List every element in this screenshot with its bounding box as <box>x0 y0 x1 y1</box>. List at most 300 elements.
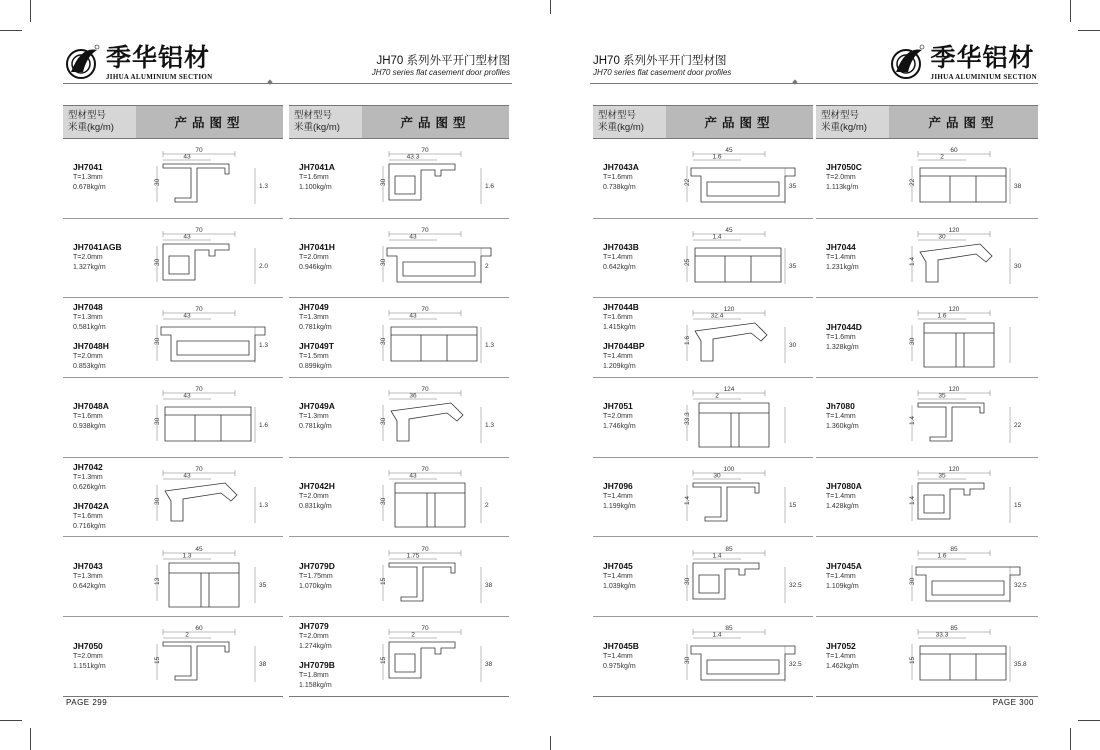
profile-outline <box>920 244 992 282</box>
dimension-label: 35 <box>259 581 267 589</box>
profile-outline <box>695 248 781 282</box>
profile-spec: 0.626kg/m <box>73 483 106 491</box>
dimension-label: 45 <box>195 545 203 553</box>
header-diagram-label: 产品图型 <box>136 106 283 138</box>
profile-spec: T=1.6mm <box>603 314 633 322</box>
profile-drawing <box>685 381 809 453</box>
profile-code: JH7045B <box>603 640 639 651</box>
profile-drawing <box>381 620 505 692</box>
profile-info <box>299 537 384 617</box>
profile-code: Jh7080 <box>826 401 855 412</box>
series-title <box>593 52 731 77</box>
profile-drawing <box>910 620 1034 692</box>
profile-spec: T=2.0mm <box>603 413 633 421</box>
profile-info <box>826 218 911 298</box>
dimension-label: 1.4 <box>712 233 722 241</box>
profile-row <box>63 377 283 458</box>
profile-code: JH7048 <box>73 302 103 313</box>
brand-wheel-icon <box>63 42 103 82</box>
dimension-label: 43 <box>183 392 191 400</box>
profile-row <box>63 616 283 696</box>
profile-row <box>63 537 283 618</box>
dimension-label: 1.3 <box>259 501 269 509</box>
dimension-label: 120 <box>948 306 960 314</box>
profile-spec: T=1.3mm <box>73 174 103 182</box>
profile-outline <box>918 403 984 441</box>
dimension-label: 30 <box>154 178 161 186</box>
profile-spec: T=1.4mm <box>826 652 856 660</box>
dimension-label: 1.3 <box>485 422 495 430</box>
dimension-label: 43 <box>409 233 417 241</box>
profile-drawing <box>155 381 279 453</box>
dimension-label: 124 <box>723 386 735 394</box>
profile-info <box>603 218 688 298</box>
dimension-label: 30 <box>938 233 946 241</box>
profile-spec: T=1.4mm <box>603 493 633 501</box>
dimension-label: 38 <box>1014 183 1022 190</box>
profile-spec: 0.899kg/m <box>299 363 332 371</box>
profile-row <box>289 218 509 299</box>
profile-row <box>816 616 1038 696</box>
profile-code: JH7044 <box>826 242 856 253</box>
dimension-label: 30 <box>909 338 916 346</box>
dimension-label: 45 <box>725 147 733 154</box>
profile-spec: T=2.0mm <box>299 633 329 641</box>
profile-column <box>289 105 509 697</box>
dimension-label: 36 <box>409 392 417 400</box>
profile-row <box>593 297 813 378</box>
profile-info <box>73 616 158 696</box>
profile-spec: T=1.3mm <box>73 473 103 481</box>
header-diagram-label: 产品图型 <box>362 106 509 138</box>
profile-info <box>826 377 911 457</box>
profile-outline <box>920 646 1006 680</box>
profile-info <box>826 138 911 218</box>
profile-outline <box>165 483 237 521</box>
profile-outline <box>695 323 767 361</box>
series-title-cn: JH70 系列外平开门型材图 <box>376 55 510 67</box>
profile-code: JH7049T <box>299 341 334 352</box>
profile-spec: T=1.4mm <box>603 572 633 580</box>
profile-info <box>73 537 158 617</box>
profile-spec: 0.853kg/m <box>73 363 106 371</box>
profile-spec: 0.678kg/m <box>73 184 106 192</box>
profile-spec: 0.716kg/m <box>73 522 106 530</box>
profile-info <box>299 297 384 377</box>
profile-row <box>593 537 813 618</box>
dimension-label: 30 <box>380 497 387 505</box>
dimension-label: 33.3 <box>935 631 949 639</box>
profile-drawing <box>155 461 279 533</box>
profile-outline <box>165 407 251 441</box>
profile-code: JH7043A <box>603 162 639 173</box>
dimension-label: 1.6 <box>259 422 269 430</box>
dimension-label: 1.6 <box>937 552 947 559</box>
profile-column <box>816 105 1038 697</box>
profile-drawing <box>381 301 505 373</box>
profile-info <box>603 297 688 377</box>
dimension-label: 60 <box>195 625 203 633</box>
header-model-label: 型材型号 <box>294 110 333 121</box>
profile-spec: 0.642kg/m <box>73 582 106 590</box>
profile-code: JH7079B <box>299 660 335 671</box>
header-rule <box>590 83 1038 84</box>
profile-code: JH7045 <box>603 560 633 571</box>
profile-spec: T=1.4mm <box>826 254 856 262</box>
dimension-label: 43 <box>183 153 191 161</box>
dimension-label: 30 <box>154 417 161 426</box>
dimension-label: 1.4 <box>684 495 691 505</box>
profile-outline <box>691 646 795 680</box>
profile-info <box>299 218 384 298</box>
profile-info <box>73 138 158 218</box>
profile-code: JH7079D <box>299 560 335 571</box>
profile-spec: 1.070kg/m <box>299 582 332 590</box>
profile-outline <box>163 244 229 280</box>
profile-spec: T=1.6mm <box>73 512 103 520</box>
dimension-label: 30 <box>909 577 916 585</box>
profile-info <box>603 457 688 537</box>
profile-spec: T=1.3mm <box>73 314 103 322</box>
header-weight-label: 米重(kg/m) <box>821 122 867 133</box>
profile-spec: 1.328kg/m <box>826 343 859 351</box>
profile-info <box>73 377 158 457</box>
series-title-cn: JH70 系列外平开门型材图 <box>593 55 727 67</box>
dimension-label: 13 <box>154 577 161 585</box>
table-header <box>816 106 1038 139</box>
dimension-label: 25 <box>684 258 691 266</box>
profile-row <box>593 138 813 219</box>
profile-row <box>816 297 1038 378</box>
profile-outline <box>395 483 465 527</box>
profile-code: JH7096 <box>603 481 633 492</box>
profile-row <box>289 377 509 458</box>
page-number: PAGE 300 <box>992 698 1034 707</box>
header-rule <box>63 83 512 84</box>
profile-drawing <box>381 222 505 294</box>
dimension-label: 120 <box>948 226 960 234</box>
profile-spec: 1.462kg/m <box>826 662 859 670</box>
profile-info <box>603 377 688 457</box>
profile-row <box>593 616 813 696</box>
profile-info <box>603 537 688 617</box>
table-header <box>289 106 509 139</box>
profile-spec: 0.642kg/m <box>603 264 636 272</box>
profile-spec: 1.209kg/m <box>603 363 636 371</box>
profile-spec: T=2.0mm <box>73 652 103 660</box>
profile-spec: T=2.0mm <box>299 493 329 501</box>
profile-info <box>299 457 384 537</box>
profile-drawing <box>155 541 279 613</box>
profile-spec: T=2.0mm <box>299 254 329 262</box>
profile-info <box>299 138 384 218</box>
profile-row <box>593 377 813 458</box>
profile-spec: T=1.6mm <box>299 174 329 182</box>
profile-spec: 0.946kg/m <box>299 264 332 272</box>
dimension-label: 30 <box>789 342 797 350</box>
dimension-label: 43.3 <box>406 153 420 161</box>
profile-code: JH7041 <box>73 162 103 173</box>
dimension-label: 70 <box>195 147 203 154</box>
header-model-label: 型材型号 <box>598 110 637 121</box>
profile-info <box>826 616 911 696</box>
profile-spec: 1.100kg/m <box>299 184 332 192</box>
profile-info <box>826 297 911 377</box>
dimension-label: 30 <box>380 338 387 346</box>
profile-spec: T=1.4mm <box>826 572 856 580</box>
profile-spec: T=1.4mm <box>603 353 633 361</box>
page-right <box>550 0 1100 750</box>
dimension-label: 22 <box>1014 422 1022 430</box>
dimension-label: 1.3 <box>182 552 192 559</box>
profile-spec: T=2.0mm <box>826 174 856 182</box>
profile-spec: 1.158kg/m <box>299 682 332 690</box>
dimension-label: 30 <box>1014 262 1022 270</box>
profile-spec: 1.274kg/m <box>299 643 332 651</box>
profile-drawing <box>685 222 809 294</box>
dimension-label: 35 <box>789 183 797 190</box>
dimension-label: 30 <box>684 656 691 665</box>
dimension-label: 22 <box>909 178 916 186</box>
dimension-label: 35 <box>938 392 946 400</box>
dimension-label: 60 <box>950 147 958 154</box>
profile-row <box>593 457 813 538</box>
profile-outline <box>163 164 229 202</box>
dimension-label: 120 <box>948 386 960 394</box>
profile-row <box>816 218 1038 299</box>
dimension-label: 32.5 <box>1014 581 1027 589</box>
profile-spec: 1.327kg/m <box>73 264 106 272</box>
dimension-label: 1.4 <box>712 631 722 639</box>
dimension-label: 2 <box>411 631 415 639</box>
profile-row <box>63 218 283 299</box>
dimension-label: 1.6 <box>485 183 495 190</box>
dimension-label: 2 <box>940 153 944 161</box>
dimension-label: 85 <box>950 625 958 633</box>
profile-spec: T=1.6mm <box>603 174 633 182</box>
profile-drawing <box>910 461 1034 533</box>
dimension-label: 70 <box>421 465 429 473</box>
profile-outline <box>161 327 265 361</box>
dimension-label: 35.8 <box>1014 661 1027 669</box>
profile-spec: 0.738kg/m <box>603 184 636 192</box>
dimension-label: 1.3 <box>259 342 269 350</box>
profile-spec: 1.231kg/m <box>826 264 859 272</box>
dimension-label: 30 <box>154 497 161 505</box>
profile-spec: 0.581kg/m <box>73 324 106 332</box>
profile-code: JH7042H <box>299 481 335 492</box>
profile-spec: T=1.4mm <box>826 493 856 501</box>
profile-spec: 0.781kg/m <box>299 423 332 431</box>
profile-row <box>816 457 1038 538</box>
brand-wheel-icon <box>888 42 928 82</box>
profile-outline <box>389 164 455 200</box>
dimension-label: 30 <box>154 338 161 346</box>
dimension-label: 85 <box>725 625 733 633</box>
profile-code: JH7041AGB <box>73 242 122 253</box>
profile-outline <box>691 168 795 202</box>
brand-logo <box>63 42 212 82</box>
profile-column <box>593 105 813 697</box>
profile-outline <box>387 248 491 282</box>
header-model-label: 型材型号 <box>821 110 860 121</box>
brand-name-en: JIHUA ALUMINIUM SECTION <box>106 72 213 81</box>
profile-spec: T=1.4mm <box>603 652 633 660</box>
dimension-label: 70 <box>421 147 429 154</box>
profile-spec: T=1.3mm <box>299 413 329 421</box>
header-model-cell <box>289 106 362 138</box>
header-weight-label: 米重(kg/m) <box>294 122 340 133</box>
profile-outline <box>693 563 759 599</box>
profile-code: JH7051 <box>603 401 633 412</box>
header-rule-ornament: ◆ <box>267 79 273 86</box>
profile-drawing <box>155 142 279 214</box>
header-rule-ornament: ◆ <box>792 79 798 86</box>
header-diagram-label: 产品图型 <box>666 106 813 138</box>
dimension-label: 2 <box>485 262 489 270</box>
profile-code: JH7041H <box>299 242 335 253</box>
profile-code: JH7045A <box>826 560 862 571</box>
dimension-label: 32.4 <box>710 312 724 320</box>
dimension-label: 1.6 <box>712 153 722 161</box>
profile-code: JH7048A <box>73 401 109 412</box>
dimension-label: 85 <box>725 545 733 553</box>
profile-spec: T=1.6mm <box>73 413 103 421</box>
dimension-label: 70 <box>421 545 429 553</box>
profile-spec: 1.151kg/m <box>73 662 106 670</box>
dimension-label: 1.4 <box>909 256 916 266</box>
profile-row <box>289 537 509 618</box>
header-diagram-label: 产品图型 <box>889 106 1038 138</box>
profile-spec: 1.113kg/m <box>826 184 859 192</box>
header-weight-label: 米重(kg/m) <box>598 122 644 133</box>
header-model-label: 型材型号 <box>68 110 107 121</box>
profile-outline <box>920 168 1006 202</box>
dimension-label: 30 <box>154 258 161 266</box>
dimension-label: 2.0 <box>259 262 269 270</box>
brand-name-en: JIHUA ALUMINIUM SECTION <box>930 72 1037 81</box>
dimension-label: 120 <box>948 465 960 473</box>
dimension-label: 2 <box>715 392 719 400</box>
profile-code: JH7042 <box>73 461 103 472</box>
dimension-label: 15 <box>789 501 797 509</box>
profile-drawing <box>381 461 505 533</box>
dimension-label: 30 <box>380 258 387 266</box>
dimension-label: 32.5 <box>789 581 802 589</box>
profile-drawing <box>381 541 505 613</box>
profile-outline <box>163 642 229 680</box>
profile-row <box>593 218 813 299</box>
profile-drawing <box>685 301 809 373</box>
profile-outline <box>699 403 769 447</box>
profile-spec: T=1.8mm <box>299 672 329 680</box>
profile-spec: 0.781kg/m <box>299 324 332 332</box>
profile-spec: T=1.75mm <box>299 572 333 580</box>
dimension-label: 30 <box>684 577 691 585</box>
header-model-cell <box>593 106 666 138</box>
profile-info <box>826 537 911 617</box>
profile-outline <box>391 327 477 361</box>
profile-info <box>299 616 384 696</box>
profile-drawing <box>155 301 279 373</box>
profile-drawing <box>685 620 809 692</box>
profile-spec: T=1.4mm <box>826 413 856 421</box>
profile-drawing <box>910 301 1034 373</box>
profile-row <box>816 377 1038 458</box>
profile-outline <box>918 483 984 519</box>
profile-spec: 1.415kg/m <box>603 324 636 332</box>
dimension-label: 70 <box>195 386 203 394</box>
profile-info <box>603 138 688 218</box>
profile-drawing <box>685 142 809 214</box>
profile-spec: 1.360kg/m <box>826 423 859 431</box>
profile-info <box>826 457 911 537</box>
dimension-label: 38 <box>259 661 267 669</box>
dimension-label: 38 <box>485 581 493 589</box>
header-weight-label: 米重(kg/m) <box>68 122 114 133</box>
dimension-label: 2 <box>485 501 489 509</box>
profile-spec: 1.109kg/m <box>826 582 859 590</box>
dimension-label: 43 <box>183 472 191 480</box>
dimension-label: 1.3 <box>259 183 269 190</box>
dimension-label: 100 <box>723 465 735 473</box>
profile-row <box>63 297 283 378</box>
profile-drawing <box>685 461 809 533</box>
profile-code: JH7043B <box>603 242 639 253</box>
profile-row <box>289 138 509 219</box>
profile-code: JH7052 <box>826 640 856 651</box>
dimension-label: 33.3 <box>684 412 691 426</box>
profile-outline <box>169 563 239 607</box>
profile-outline <box>924 323 994 367</box>
profile-row <box>816 537 1038 618</box>
dimension-label: 2 <box>185 631 189 639</box>
profile-code: JH7044B <box>603 302 639 313</box>
profile-code: JH7049 <box>299 302 329 313</box>
profile-row <box>289 616 509 696</box>
profile-code: JH7044BP <box>603 341 645 352</box>
dimension-label: 45 <box>725 226 733 234</box>
header-model-cell <box>816 106 889 138</box>
profile-drawing <box>155 222 279 294</box>
dimension-label: 15 <box>380 656 387 665</box>
profile-outline <box>391 403 463 441</box>
table-header <box>593 106 813 139</box>
profile-info <box>603 616 688 696</box>
profile-drawing <box>381 381 505 453</box>
dimension-label: 22 <box>684 178 691 186</box>
profile-code: JH7043 <box>73 560 103 571</box>
dimension-label: 32.5 <box>789 661 802 669</box>
profile-spec: 1.746kg/m <box>603 423 636 431</box>
dimension-label: 43 <box>183 312 191 320</box>
profile-drawing <box>685 541 809 613</box>
profile-drawing <box>910 381 1034 453</box>
profile-spec: 1.428kg/m <box>826 503 859 511</box>
profile-code: JH7041A <box>299 162 335 173</box>
brand-name-cn: 季华铝材 <box>106 42 211 72</box>
profile-spec: 1.199kg/m <box>603 503 636 511</box>
profile-code: JH7044D <box>826 321 862 332</box>
profile-row <box>289 457 509 538</box>
dimension-label: 43 <box>183 233 191 241</box>
dimension-label: 15 <box>380 577 387 585</box>
profile-spec: T=2.0mm <box>73 353 103 361</box>
profile-row <box>63 457 283 538</box>
dimension-label: 85 <box>950 545 958 553</box>
dimension-label: 38 <box>485 661 493 669</box>
profile-info <box>73 457 158 537</box>
